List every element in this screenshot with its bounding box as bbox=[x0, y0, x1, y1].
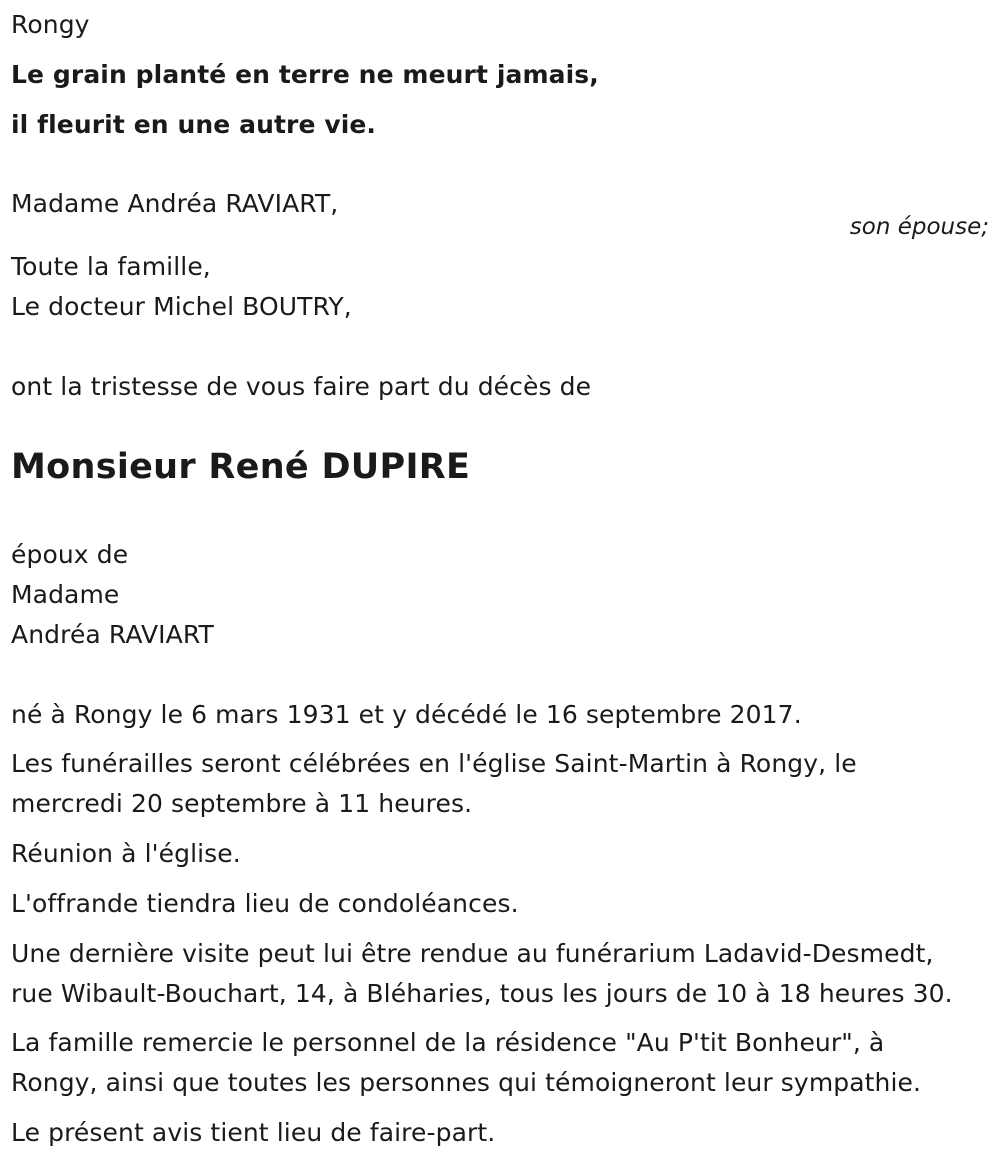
spouse-of-line-2: Madame bbox=[11, 580, 120, 609]
notice-text: Le présent avis tient lieu de faire-part. bbox=[11, 1118, 496, 1147]
location-text: Rongy bbox=[11, 10, 90, 39]
thanks-line-1: La famille remercie le personnel de la résidence "Au P'tit Bonheur", à bbox=[11, 1028, 885, 1057]
offering-text: L'offrande tiendra lieu de condoléances. bbox=[11, 889, 519, 918]
deceased-name: Monsieur René DUPIRE bbox=[11, 447, 471, 487]
funeral-line-1: Les funérailles seront célébrées en l'église Saint-Martin à Rongy, le bbox=[11, 749, 857, 778]
visit-line-2: rue Wibault-Bouchart, 14, à Bléharies, tous les jours de 10 à 18 heures 30. bbox=[11, 979, 953, 1008]
visit-line-1: Une dernière visite peut lui être rendue au funérarium Ladavid-Desmedt, bbox=[11, 939, 934, 968]
family-line: Toute la famille, bbox=[11, 252, 211, 281]
spouse-name: Madame Andréa RAVIART, bbox=[11, 189, 339, 218]
spouse-of-line-3: Andréa RAVIART bbox=[11, 620, 214, 649]
funeral-line-2: mercredi 20 septembre à 11 heures. bbox=[11, 789, 473, 818]
birth-death-text: né à Rongy le 6 mars 1931 et y décédé le 16 septembre 2017. bbox=[11, 700, 802, 729]
quote-line-2: il fleurit en une autre vie. bbox=[11, 110, 377, 139]
meeting-text: Réunion à l'église. bbox=[11, 839, 241, 868]
doctor-line: Le docteur Michel BOUTRY, bbox=[11, 292, 352, 321]
thanks-line-2: Rongy, ainsi que toutes les personnes qui témoigneront leur sympathie. bbox=[11, 1068, 922, 1097]
spouse-role: son épouse; bbox=[849, 214, 989, 240]
quote-line-1: Le grain planté en terre ne meurt jamais, bbox=[11, 60, 599, 89]
announcement-text: ont la tristesse de vous faire part du décès de bbox=[11, 372, 592, 401]
spouse-of-line-1: époux de bbox=[11, 540, 129, 569]
